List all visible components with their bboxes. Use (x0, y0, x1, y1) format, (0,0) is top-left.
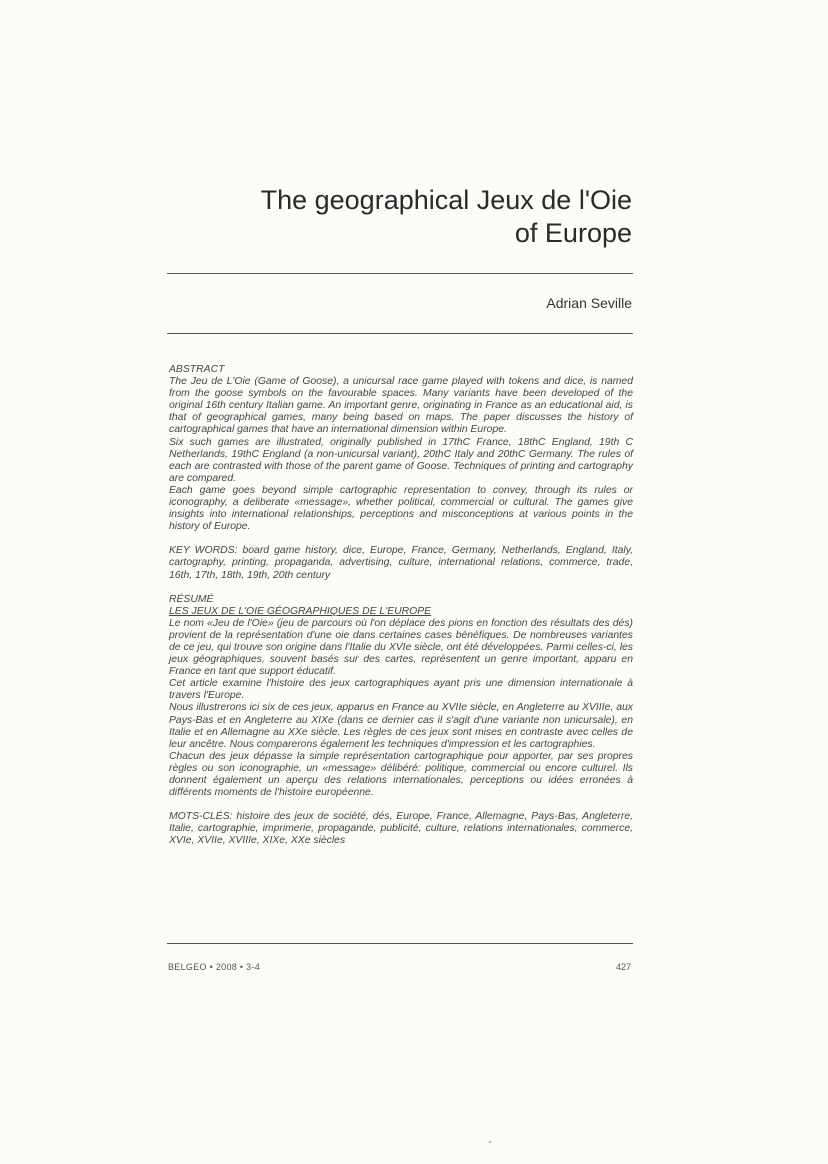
bottom-rule (167, 943, 633, 944)
abstract-paragraph-1: The Jeu de L'Oie (Game of Goose), a unicursal race game played with tokens and dice, is named from the goose symbols on the favourable spaces. Many variants have been developed of the original 16th century Italian game. An important genre, originating in France as an educational aid, is that of geographical games, many being based on maps. The paper discusses the history of cartographical games that have an international dimension within Europe. (169, 376, 633, 436)
paper-title (152, 184, 632, 250)
mots-cles: MOTS-CLÉS: histoire des jeux de société, dés, Europe, France, Allemagne, Pays-Bas, Angleterre, Italie, cartographie, imprimerie, propagande, publicité, culture, relations internationales, commerce, XVIe, XVIIe, XVIIIe, XIXe, XXe siècles (169, 811, 633, 847)
title-line-2: of Europe (514, 218, 632, 248)
resume-title: LES JEUX DE L'OIE GÉOGRAPHIQUES DE L'EUROPE (169, 605, 432, 617)
resume-paragraph-3: Nous illustrerons ici six de ces jeux, apparus en France au XVIIe siècle, en Angleterre au XVIIIe, aux Pays-Bas et en Angleterre au XIXe (dans ce dernier cas il s'agit d'une variante non unicursale), en Italie et en Allemagne au XXe siècle. Les règles de ces jeux sont mises en contraste avec celles de leur ancêtre. Nous comparerons également les techniques d'impression et les cartographies. (169, 702, 633, 750)
abstract-paragraph-2: Six such games are illustrated, originally published in 17thC France, 18thC England, 19th C Netherlands, 19thC England (a non-unicursal variant), 20thC Italy and 20thC Germany. The rules of each are contrasted with those of the parent game of Goose. Techniques of printing and cartography are compared. (169, 436, 633, 484)
resume-heading: RÉSUMÉ (169, 593, 214, 605)
abstract-paragraph-3: Each game goes beyond simple cartographic representation to convey, through its rules or iconography, a deliberate «message», whether political, commercial or cultural. The games give insights into international relationships, perceptions and misconceptions at various points in the history of Europe. (169, 484, 633, 533)
page-number: 427 (615, 962, 631, 972)
speck (489, 1141, 491, 1143)
author-rule (167, 333, 633, 334)
journal-footer: BELGEO • 2008 • 3-4 (168, 962, 261, 972)
title-line-1: The geographical Jeux de l'Oie (260, 185, 632, 215)
top-rule (167, 273, 633, 274)
resume-paragraph-1: Le nom «Jeu de l'Oie» (jeu de parcours où l'on déplace des pions en fonction des résultats des dés) provient de la représentation d'une oie dans certaines cases bénéfiques. De nombreuses variantes de ce jeu, qui trouve son origine dans l'Italie du XVIe siècle, ont été développées. Parmi celles-ci, les jeux géographiques, souvent basés sur des cartes, représentent un genre important, apparu en France en tant que support éducatif. (169, 617, 633, 678)
abstract-heading: ABSTRACT (169, 364, 225, 375)
abstract-block (169, 364, 633, 847)
author-name: Adrian Seville (546, 295, 632, 311)
resume-paragraph-2: Cet article examine l'histoire des jeux cartographiques ayant pris une dimension internationale à travers l'Europe. (169, 678, 633, 702)
resume-paragraph-4: Chacun des jeux dépasse la simple représentation cartographique pour apporter, par ses propres règles ou son iconographie, un «message» délibéré: politique, commercial ou encore culturel. Ils donnent également un aperçu des relations internationales, perceptions ou idées erronées à différents moments de l'histoire européenne. (169, 750, 633, 799)
keywords: KEY WORDS: board game history, dice, Europe, France, Germany, Netherlands, England, Italy, cartography, printing, propaganda, advertising, culture, international relations, commerce, trade, 16th, 17th, 18th, 19th, 20th century (169, 545, 633, 581)
